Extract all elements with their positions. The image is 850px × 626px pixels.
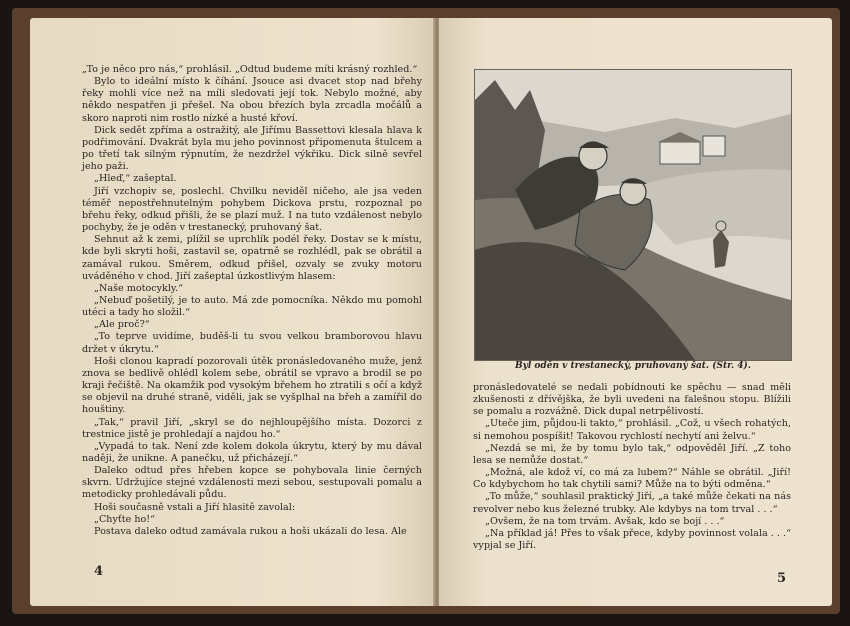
paragraph: Sehnut až k zemi, plížil se uprchlík podél řeky. Dostav se k místu, kde byli skryti hoši, zastavil se, opatrně se rozhlédl, pak se obrátil a zamával rukou. Směrem, odkud přišel, ozvaly se zvuky motoru uváděného v chod. Jiří zašeptal úzkostlivým hlasem: [82, 234, 422, 282]
right-page-text [473, 382, 791, 552]
paragraph: „Chyťte ho!“ [94, 513, 156, 525]
paragraph: Dick sedět zpříma a ostražitý, ale Jiřímu Bassettovi klesala hlava k podřimování. Dvakrát byla mu jeho povinnost připomenuta štulcem a po třetí tak silným rýpnutím, že nezdržel výkřiku. Dick silně sevřel jeho paži. [82, 124, 422, 173]
paragraph: Hoši clonou kapradí pozorovali útěk pronásledovaného muže, jenž znova se bedlivě ohlédl kolem sebe, obrátil se vpravo a brodil se po kraji řečiště. Na okamžik pod vysokým břehem ho ztratili s očí a když se objevil na druhé straně, viděli, jak se vyšplhal na břeh a zamířil do houštiny. [82, 355, 422, 416]
paragraph: „Vypadá to tak. Není zde kolem dokola úkrytu, který by mu dával naději, že unikne. A panečku, už přicházejí.“ [82, 440, 422, 464]
paragraph: „To je něco pro nás,“ prohlásil. „Odtud budeme míti krásný rozhled.“ [82, 64, 418, 75]
illustration [474, 69, 792, 361]
page-number-right: 5 [777, 571, 787, 586]
paragraph: „Ovšem, že na tom trvám. Avšak, kdo se bojí . . .“ [485, 515, 725, 527]
right-page [439, 18, 832, 606]
paragraph: Hoši současně vstali a Jiří hlasitě zavolal: [94, 501, 296, 513]
paragraph: „Hleď,“ zašeptal. [94, 173, 177, 185]
paragraph: Jiří vzchopiv se, poslechl. Chvilku neviděl ničeho, ale jsa veden téměř nepostřehnutelným pohybem Dickova prstu, rozpoznal po břehu řeky, odkud přišli, že se plazí muž. I na tuto vzdálenost nebylo pochyby, že je oděn v trestanecký, pruhovaný šat. [82, 185, 422, 234]
paragraph: „Nezdá se mi, že by tomu bylo tak,“ odpověděl Jiří. „Z toho lesa se nemůže dostat.“ [473, 442, 791, 466]
paragraph: „Uteče jim, půjdou-li takto,“ prohlásil. „Což, u všech rohatých, si nemohou pospíšit! Takovou rychlostí nechytí ani želvu.“ [473, 418, 791, 442]
paragraph: „Možná, ale kdož ví, co má za lubem?“ Náhle se obrátil. „Jiří! Co kdybychom ho tak chytili sami? Může na to býti odměna.“ [473, 467, 791, 491]
paragraph: Daleko odtud přes hřeben kopce se pohybovala linie černých skvrn. Udržujíce stejné vzdálenosti mezi sebou, sestupovali pomalu a metodicky prohledávali půdu. [82, 465, 422, 501]
illustration-drawing [475, 70, 791, 360]
paragraph: „Na příklad já! Přes to však přece, kdyby povinnost volala . . .“ vypjal se Jiří. [473, 527, 791, 552]
book [12, 8, 840, 614]
paragraph: Postava daleko odtud zamávala rukou a hoši ukázali do lesa. Ale [94, 525, 407, 537]
paragraph: „Nebuď pošetilý, je to auto. Má zde pomocníka. Někdo mu pomohl utéci a tady ho složil.“ [82, 294, 422, 319]
page-number-left: 4 [94, 564, 104, 579]
illustration-caption: Byl oděn v trestanecký, pruhovaný šat. (Str. 4). [515, 361, 751, 371]
paragraph: „Naše motocykly.“ [94, 282, 184, 294]
left-page [30, 18, 435, 606]
paragraph: „To teprve uvidíme, buděš-li tu svou velkou bramborovou hlavu držet v úkrytu.“ [82, 331, 422, 355]
paragraph: Bylo to ideální místo k číhání. Jsouce asi dvacet stop nad břehy řeky mohli více než na míli sledovati její tok. Nebylo možné, aby někdo nespatřen ji přešel. Na obou březích byla zrcadla močálů a skoro naproti nim rostlo nízké a husté křoví. [82, 76, 422, 124]
paragraph: „Tak,“ pravil Jiří, „skryl se do nejhloupějšího místa. Dozorci z trestnice jistě je prohledají a najdou ho.“ [82, 416, 422, 440]
paragraph: „Ale proč?“ [94, 319, 150, 331]
paragraph: „To může,“ souhlasil praktický Jiří, „a také může čekati na nás revolver nebo kus železné trubky. Ale kdybys na tom trval . . .“ [473, 491, 791, 515]
left-page-text [82, 64, 422, 538]
paragraph: pronásledovatelé se nedali pobídnouti ke spěchu — snad měli zkušenosti z dřívějška, že byli uvedeni na falešnou stopu. Blížili se pomalu a rozvážně. Dick dupal netrpělivostí. [473, 382, 791, 418]
